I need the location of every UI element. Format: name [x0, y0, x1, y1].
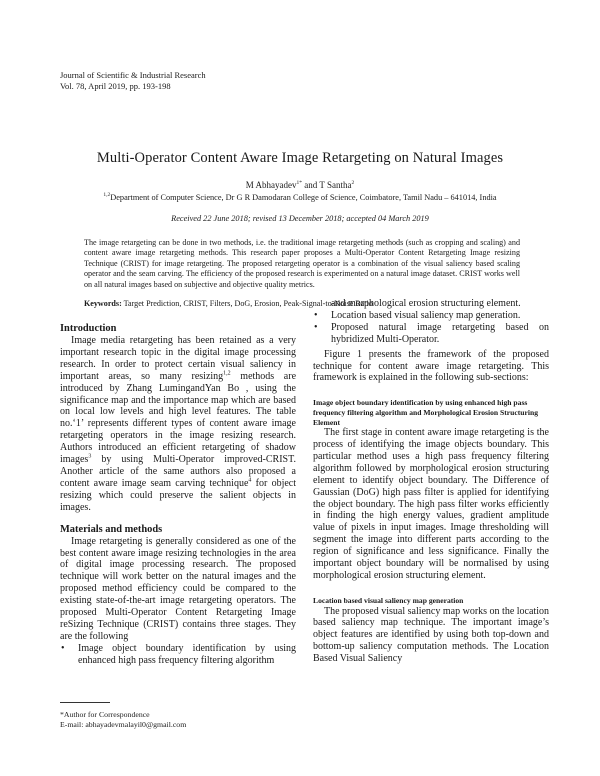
ref-sup: 1,2: [223, 370, 231, 377]
affiliation-text: Department of Computer Science, Dr G R Damodaran College of Science, Coimbatore, Tamil Nadu – 641014, India: [110, 193, 497, 202]
intro-text-c: by using Multi-Operator improved-CRIST. Another article of the same authors also proposed a content aware image seam carving technique: [60, 454, 296, 489]
footnote-divider: [60, 702, 110, 703]
intro-text-a: Image media retargeting has been retained as a very important research topic in the digital image processing research. In order to protect certain visual saliency in important areas, so many resizing: [60, 335, 296, 382]
author-and: and: [302, 180, 320, 190]
footnote: [60, 710, 186, 730]
intro-text-b: methods are introduced by Zhang LumingandYan Bo , using the significance map and the importance map which are based on local low levels and high level features. The table no.‘1’ represents different types of content aware image retargeting operators in the image resizing research. Authors introduced an efficient retargeting of shadow images: [60, 370, 297, 466]
footnote-correspondence: *Author for Correspondence: [60, 710, 150, 719]
left-column: [60, 323, 296, 667]
boundary-paragraph: The first stage in content aware image retargeting is the process of identifying the image objects boundary. This particular method uses a high pass frequency filtering algorithm followed by morphological erosion structuring element to identify object boundary. The Difference of Gaussian (DoG) high pass filter is applied for identifying the object boundary. The high pass filter works efficiently in finding the high energy values, gradient amplitude value of pixels in input images. Image thresholding will segment the image into different parts according to the region of significance and less significance. Finally the important object boundary will be normalised by using morphological erosion structuring element.: [313, 427, 549, 581]
received-dates: Received 22 June 2018; revised 13 December 2018; accepted 04 March 2019: [171, 214, 429, 223]
framework-paragraph: Figure 1 presents the framework of the proposed technique for content aware image retargeting. This framework is explained in the following sub-sections:: [313, 348, 549, 384]
intro-text-d: for object resizing which could preserve the salient objects in images.: [60, 477, 297, 513]
author-line: [0, 180, 600, 190]
author-1: M Abhayadev: [245, 180, 297, 190]
bullet-continuation: [313, 298, 549, 310]
bullet-dot-icon: •: [314, 309, 318, 321]
bullet-item: [313, 322, 549, 346]
bullet-text: and morphological erosion structuring element.: [331, 298, 521, 309]
bullet-item: [313, 310, 549, 322]
author-2-sup: 2: [351, 180, 355, 186]
abstract: The image retargeting can be done in two methods, i.e. the traditional image retargeting methods (such as cropping and scaling) and content aware image retargeting methods. This research paper proposes a Multi-Operator Content Retargeting Image resizing Technique (CRIST) for image retargeting. The proposed retargeting operator is a combination of the visual saliency based scaling operator and the seam carving. The efficiency of the proposed research is experimented on a natural image dataset. CRIST works well on all natural images based on subjective and objective quality metrics.: [84, 238, 520, 289]
ref-sup: 3: [88, 453, 92, 460]
saliency-paragraph: The proposed visual saliency map works on the location based saliency map technique. The important image’s object features are identified by using both top-down and bottom-up saliency computation methods. The Location Based Visual Saliency: [313, 605, 549, 665]
paper-title: Multi-Operator Content Aware Image Retargeting on Natural Images: [96, 150, 504, 166]
saliency-heading: Location based visual saliency map generation: [313, 595, 464, 605]
author-1-sup: 1*: [296, 180, 303, 186]
ref-sup: 4: [248, 477, 252, 484]
author-2: T Santha: [319, 180, 352, 190]
bullet-item: [60, 643, 296, 667]
affiliation: [0, 193, 600, 202]
keywords-label: Keywords:: [84, 299, 122, 308]
intro-heading: Introduction: [60, 323, 117, 334]
keywords-text: Target Prediction, CRIST, Filters, DoG, Erosion, Peak-Signal-to-Noise Ratio: [121, 299, 373, 308]
boundary-heading: Image object boundary identification by using enhanced high pass frequency filtering algorithm and Morphological Erosion Structuring Element: [313, 398, 538, 427]
journal-name: Journal of Scientific & Industrial Research: [60, 70, 206, 80]
intro-paragraph: [60, 335, 296, 514]
journal-header: [60, 70, 206, 92]
bullet-text: Location based visual saliency map generation.: [331, 309, 521, 321]
bullet-dot-icon: •: [314, 321, 318, 333]
bullet-text: Proposed natural image retargeting based on hybridized Multi-Operator.: [331, 321, 549, 345]
bullet-dot-icon: •: [61, 642, 65, 654]
materials-paragraph: Image retargeting is generally considered as one of the best content aware image resizing technologies in the area of digital image processing research. The proposed technique will work better on the natural images and the proposed method efficiency could be compared to the existing state-of-the-art image retargeting operators. The proposed Multi-Operator Content Retargeting Image reSizing Technique (CRIST) contains three stages. They are the following: [60, 535, 296, 642]
materials-heading: Materials and methods: [60, 523, 163, 535]
affiliation-sup: 1,2: [103, 192, 111, 199]
bullet-text: Image object boundary identification by using enhanced high pass frequency filtering algorithm: [78, 642, 296, 666]
footnote-email: E-mail: abhayadevmalayil0@gmail.com: [60, 720, 187, 729]
right-column: [313, 298, 549, 665]
journal-volume: Vol. 78, April 2019, pp. 193-198: [60, 81, 171, 91]
